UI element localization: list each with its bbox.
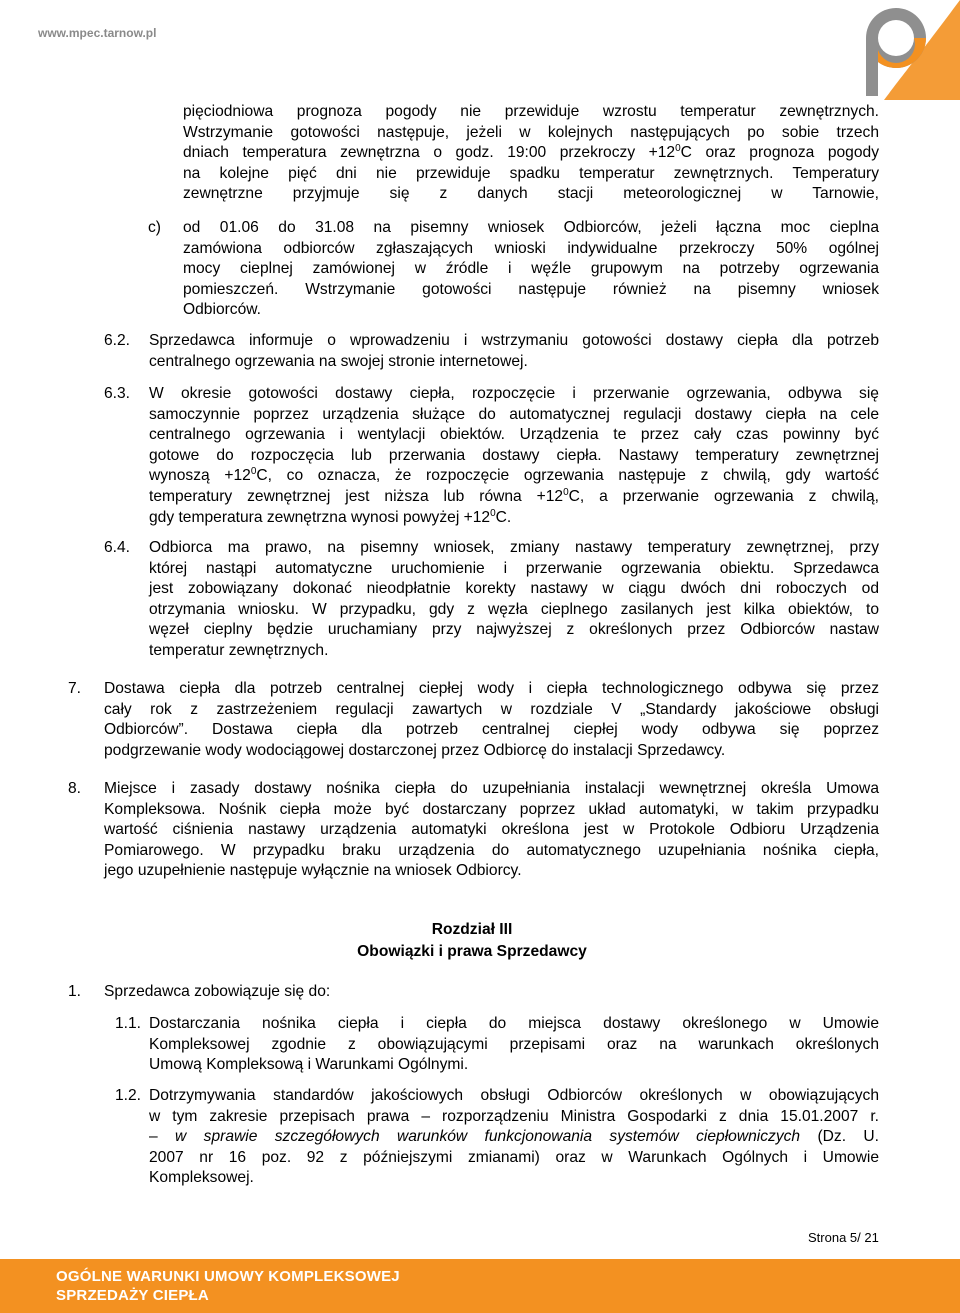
text-line: Miejsce i zasady dostawy nośnika ciepła do uzupełniania instalacji wewnętrznej określa Umowa xyxy=(104,780,879,797)
text-line: Wstrzymanie gotowości następuje, jeżeli w kolejnych następujących po sobie trzech xyxy=(183,123,879,141)
text-line: Kompleksowej. xyxy=(149,1169,254,1187)
section-6-3-text xyxy=(149,384,879,528)
text-line: Sprzedawca informuje o wprowadzeniu i wstrzymaniu gotowości dostawy ciepła dla potrzeb xyxy=(149,332,879,349)
text-line: dniach temperatura zewnętrzna o godz. 19:00 przekroczy $+12^0C$ oraz prognoza pogody xyxy=(183,143,879,162)
text-line: wynoszą $+12^0C$, co oznacza, że rozpoczęcie ogrzewania następuje z chwilą, gdy wartość xyxy=(149,466,879,485)
text-line: wartość ciśnienia nastawy urządzenia automatyki określona jest w Protokole Odbioru Urządzenia xyxy=(104,821,879,839)
text-line: Odbiorca ma prawo, na pisemny wniosek, zmiany nastawy temperatury zewnętrznej, przy xyxy=(149,539,879,556)
text-line: zamówiona odbiorców zgłaszających wnioski indywidualne przekroczy 50% ogólnej xyxy=(183,239,879,257)
clause-1-text: Sprzedawca zobowiązuje się do: xyxy=(104,983,331,1000)
clause-1-2-number: 1.2. xyxy=(115,1087,142,1104)
footer-band xyxy=(0,1259,960,1313)
text-line: na kolejne pięć dni nie przewiduje spadku temperatur zewnętrznych. Temperatury xyxy=(183,164,879,182)
text-line: gdy temperatura zewnętrzna wynosi powyżej $+12^0C$. xyxy=(149,507,512,526)
mpec-logo xyxy=(844,0,960,100)
text-line: Dotrzymywania standardów jakościowych obsługi Odbiorców określonych w obowiązujących xyxy=(149,1087,879,1104)
section-7-text xyxy=(104,679,879,761)
text-line: W okresie gotowości dostawy ciepła, rozpoczęcie i przerwanie ogrzewania, odbywa się xyxy=(149,385,879,402)
section-6-2-text xyxy=(149,331,879,372)
text-line: pomieszczeń. Wstrzymanie gotowości następuje również na pisemny wniosek xyxy=(183,280,879,298)
page-number: Strona 5/ 21 xyxy=(808,1230,879,1245)
text-line: pięciodniowa prognoza pogody nie przewiduje wzrostu temperatur zewnętrznych. xyxy=(183,103,879,120)
text-line: Odbiorców. xyxy=(183,301,262,319)
section-7-number: 7. xyxy=(68,680,82,697)
text-line: centralnego ogrzewania na swojej stronie internetowej. xyxy=(149,352,528,370)
chapter-title: Obowiązki i prawa Sprzedawcy xyxy=(357,943,587,960)
clause-1-2-text xyxy=(149,1086,879,1189)
section-6-3-number: 6.3. xyxy=(104,385,131,402)
text-line: której nastąpi automatyczne uruchomienie i przerwanie ogrzewania obiektu. Sprzedawca xyxy=(149,559,879,577)
text-line: temperatur zewnętrznych. xyxy=(149,641,329,659)
text-line: Dostarczania nośnika ciepła i ciepła do miejsca dostawy określonego w Umowie xyxy=(149,1015,879,1032)
section-6-4-number: 6.4. xyxy=(104,539,131,556)
text-line: mocy cieplnej zamówionej w źródle i węźle grupowym na potrzeby ogrzewania xyxy=(183,260,879,278)
text-line: – w sprawie szczegółowych warunków funkcjonowania systemów ciepłowniczych (Dz. U. xyxy=(149,1128,879,1146)
text-line: 2007 nr 16 poz. 92 z późniejszymi zmianami) oraz w Warunkach Ogólnych i Umowie xyxy=(149,1148,879,1166)
text-line: Dostawa ciepła dla potrzeb centralnej ciepłej wody i ciepła technologicznego odbywa się przez xyxy=(104,680,879,697)
text-line: samoczynnie poprzez urządzenia służące do automatycznej regulacji dostawy ciepła na cele xyxy=(149,405,879,423)
text-line: zewnętrzne przyjmuje się z danych stacji meteorologicznej w Tarnowie, xyxy=(183,185,879,203)
item-c-marker: c) xyxy=(148,219,161,236)
text-line: otrzymania wniosku. W przypadku, gdy z węzła cieplnego zasilanych jest kilka obiektów, to xyxy=(149,600,879,618)
clause-1-1-text xyxy=(149,1014,879,1076)
text-line: węzeł cieplny będzie uruchamiany przy najwyższej z określonych przez Odbiorców nastaw xyxy=(149,621,879,639)
text-line: temperatury zewnętrznej jest niższa lub równa $+12^0C$, a przerwanie ogrzewania z chwilą, xyxy=(149,486,879,505)
section-6-4-text xyxy=(149,538,879,662)
header-url: www.mpec.tarnow.pl xyxy=(38,26,157,40)
clause-1-1-number: 1.1. xyxy=(115,1015,142,1032)
section-6-2-number: 6.2. xyxy=(104,332,131,349)
text-line: centralnego ogrzewania i wentylacji obiektów. Urządzenia te przez cały czas powinny być xyxy=(149,426,879,444)
text-line: cały rok z zastrzeżeniem regulacji zawartych w rozdziale V „Standardy jakościowe obsługi xyxy=(104,700,879,718)
text-line: Kompleksowej zgodnie z obowiązującymi przepisami oraz na warunkach określonych xyxy=(149,1035,879,1053)
clause-1-number: 1. xyxy=(68,983,82,1000)
footer-title-line2: SPRZEDAŻY CIEPŁA xyxy=(56,1287,209,1304)
section-8-text xyxy=(104,779,879,882)
text-line: podgrzewanie wody wodociągowej dostarczonej przez Odbiorcę do instalacji Sprzedawcy. xyxy=(104,741,726,759)
text-line: od 01.06 do 31.08 na pisemny wniosek Odbiorców, jeżeli łączna moc cieplna xyxy=(183,219,879,236)
text-line: w tym zakresie przepisach prawa – rozporządzeniu Ministra Gospodarki z dnia 15.01.2007 r. xyxy=(149,1107,879,1125)
chapter-number: Rozdział III xyxy=(431,921,513,938)
section-8-number: 8. xyxy=(68,780,82,797)
text-line: Kompleksowa. Nośnik ciepła może być dostarczany poprzez układ automatyki, w takim przypadku xyxy=(104,800,879,818)
footer-title-line1: OGÓLNE WARUNKI UMOWY KOMPLEKSOWEJ xyxy=(56,1268,400,1285)
text-line: gotowe do rozpoczęcia lub przerwania dostawy ciepła. Nastawy temperatury zewnętrznej xyxy=(149,446,879,464)
continuation-paragraph xyxy=(183,102,879,205)
text-line: Umową Kompleksową i Warunkami Ogólnymi. xyxy=(149,1056,469,1074)
text-line: Pomiarowego. W przypadku braku urządzenia do automatycznego uzupełniania nośnika ciepła, xyxy=(104,841,879,859)
text-line: Odbiorców”. Dostawa ciepła dla potrzeb centralnej ciepłej wody odbywa się poprzez xyxy=(104,721,879,739)
text-line: jest zobowiązany dokonać nieodpłatnie korekty nastawy w ciągu dwóch dni roboczych od xyxy=(149,580,879,598)
item-c-paragraph xyxy=(183,218,879,321)
text-line: jego uzupełnienie następuje wyłącznie na wniosek Odbiorcy. xyxy=(104,862,522,880)
